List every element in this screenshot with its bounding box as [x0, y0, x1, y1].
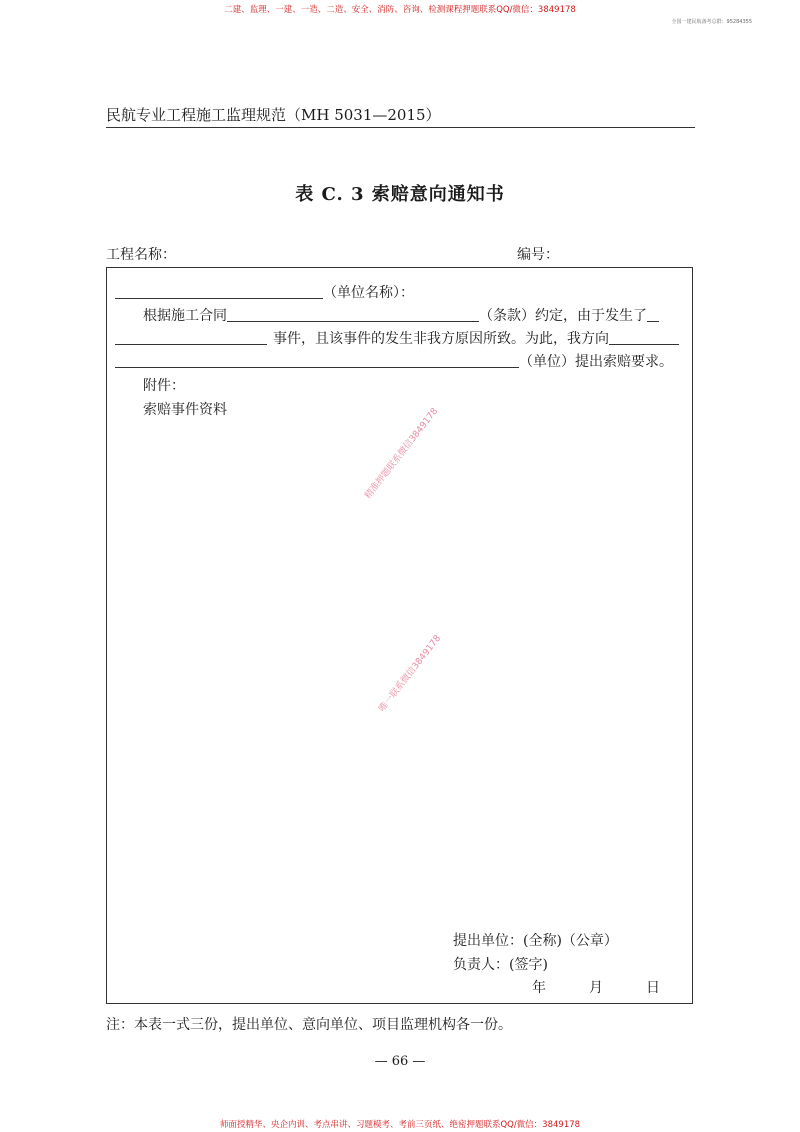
claim-suffix: （单位）提出索赔要求。	[519, 354, 673, 370]
clause-blank[interactable]	[227, 307, 479, 322]
submitter-label: 提出单位：(全称)（公章）	[453, 933, 618, 949]
form-line-3	[115, 328, 679, 348]
event-text: 事件，且该事件的发生非我方原因所致。为此，我方向	[273, 331, 609, 347]
recipient-blank-start[interactable]	[609, 330, 679, 345]
form-line-4	[115, 351, 673, 371]
top-promo-banner: 二建、监理、一建、一造、二造、安全、消防、咨询、检测课程押题联系QQ/微信：3849178	[224, 5, 576, 15]
date-year: 年	[532, 980, 546, 996]
page-number: — 66 —	[374, 1054, 426, 1069]
date-month: 月	[589, 980, 603, 996]
bottom-promo-banner: 师面授精华、央企内训、考点串讲、习题模考、考前三页纸、绝密押题联系QQ/微信：3849178	[219, 1120, 581, 1130]
standard-title: 民航专业工程施工监理规范（MH 5031—2015）	[106, 106, 441, 124]
unit-name-suffix: （单位名称）：	[323, 285, 414, 301]
group-note: 全国一建民航备考总群：95284355	[671, 19, 752, 25]
responsible-label: 负责人：(签字)	[453, 957, 548, 973]
watermark-1: 精准押题联系微信3849178	[363, 406, 441, 502]
form-box	[106, 267, 693, 1004]
attachment-item: 索赔事件资料	[143, 402, 227, 418]
unit-name-blank[interactable]	[115, 284, 323, 299]
clause-suffix: （条款）约定，由于发生了	[479, 308, 647, 324]
event-blank[interactable]	[115, 330, 267, 345]
footer-note: 注：本表一式三份，提出单位、意向单位、项目监理机构各一份。	[106, 1017, 512, 1033]
header-rule	[106, 127, 695, 128]
recipient-blank[interactable]	[115, 353, 519, 368]
form-line-1	[115, 282, 414, 302]
project-name-label: 工程名称：	[106, 247, 176, 263]
attachment-label: 附件：	[143, 378, 185, 394]
watermark-2: 唯一联系微信3849178	[377, 633, 444, 715]
contract-prefix: 根据施工合同	[143, 308, 227, 324]
form-line-2	[143, 305, 659, 325]
event-blank-start[interactable]	[647, 307, 659, 322]
number-label: 编号：	[517, 247, 559, 263]
doc-title: 表 C. 3 索赔意向通知书	[295, 184, 505, 205]
date-day: 日	[646, 980, 660, 996]
